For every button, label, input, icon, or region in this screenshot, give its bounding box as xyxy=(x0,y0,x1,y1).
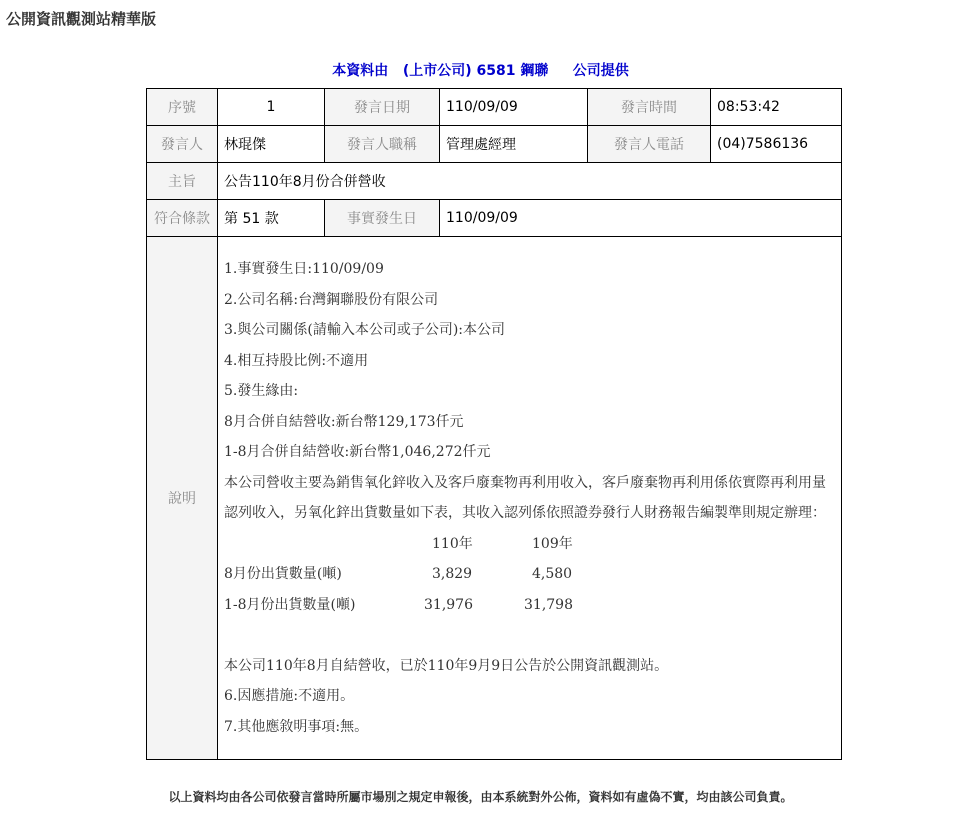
seq-label: 序號 xyxy=(147,89,218,126)
provider-header xyxy=(0,60,961,80)
table-row xyxy=(147,89,842,126)
desc-line-1: 1.事實發生日:110/09/09 xyxy=(224,261,384,277)
header-market: (上市公司) xyxy=(402,63,472,79)
speaker-title-value: 管理處經理 xyxy=(440,126,588,163)
disclaimer-footer: 以上資料均由各公司依發言當時所屬市場別之規定申報後，由本系統對外公佈，資料如有虛偽不實，均由該公司負責。 xyxy=(168,790,793,804)
header-prefix: 本資料由 xyxy=(332,63,389,79)
table-row xyxy=(147,163,842,200)
time-value: 08:53:42 xyxy=(711,89,842,126)
date-value: 110/09/09 xyxy=(440,89,588,126)
subject-value: 公告110年8月份合併營收 xyxy=(218,163,842,200)
desc-line-4: 4.相互持股比例:不適用 xyxy=(224,352,369,369)
subject-label: 主旨 xyxy=(147,163,218,200)
qty-header-110: 110年 xyxy=(432,535,473,552)
date-label: 發言日期 xyxy=(325,89,440,126)
clause-label: 符合條款 xyxy=(147,200,218,237)
desc-line-5: 5.發生緣由: xyxy=(224,383,299,399)
announcement-table xyxy=(146,88,842,760)
header-company: 鋼聯 xyxy=(520,63,549,79)
qty-row-aug-109: 4,580 xyxy=(532,566,573,582)
table-row xyxy=(147,126,842,163)
desc-blank-line xyxy=(224,620,835,651)
desc-measures: 6.因應措施:不適用。 xyxy=(224,688,355,704)
desc-line-2: 2.公司名稱:台灣鋼聯股份有限公司 xyxy=(224,291,439,308)
table-row xyxy=(147,200,842,237)
desc-other: 7.其他應敘明事項:無。 xyxy=(224,718,369,735)
qty-row-aug xyxy=(224,559,835,590)
speaker-phone-value: (04)7586136 xyxy=(711,126,842,163)
event-date-value: 110/09/09 xyxy=(440,200,842,237)
qty-row-ytd-label: 1-8月份出貨數量(噸) xyxy=(224,596,356,613)
qty-row-ytd-110: 31,976 xyxy=(424,596,473,613)
qty-header-row xyxy=(224,529,835,560)
qty-header-109: 109年 xyxy=(532,535,573,552)
seq-value: 1 xyxy=(218,89,325,126)
speaker-phone-label: 發言人電話 xyxy=(588,126,711,163)
header-suffix: 公司提供 xyxy=(572,63,629,79)
speaker-label: 發言人 xyxy=(147,126,218,163)
description-content xyxy=(218,237,842,760)
desc-line-7: 1-8月合併自結營收:新台幣1,046,272仟元 xyxy=(224,444,491,460)
speaker-value: 林琨傑 xyxy=(218,126,325,163)
qty-row-aug-label: 8月份出貨數量(噸) xyxy=(224,566,342,582)
qty-row-ytd-109: 31,798 xyxy=(524,596,573,613)
qty-row-aug-110: 3,829 xyxy=(432,566,473,582)
time-label: 發言時間 xyxy=(588,89,711,126)
header-code: 6581 xyxy=(476,63,516,79)
table-row xyxy=(147,237,842,760)
desc-announce: 本公司110年8月自結營收，已於110年9月9日公告於公開資訊觀測站。 xyxy=(224,657,669,674)
event-date-label: 事實發生日 xyxy=(325,200,440,237)
speaker-title-label: 發言人職稱 xyxy=(325,126,440,163)
description-label: 說明 xyxy=(147,237,218,760)
desc-line-3: 3.與公司關係(請輸入本公司或子公司):本公司 xyxy=(224,322,505,338)
desc-line-6: 8月合併自結營收:新台幣129,173仟元 xyxy=(224,413,464,430)
site-title: 公開資訊觀測站精華版 xyxy=(6,10,157,28)
desc-paragraph: 本公司營收主要為銷售氧化鋅收入及客戶廢棄物再利用收入，客戶廢棄物再利用係依實際再利用量認列收入，另氧化鋅出貨數量如下表，其收入認列係依照證券發行人財務報告編製準則規定辦理： xyxy=(224,474,826,521)
qty-row-ytd xyxy=(224,590,835,621)
clause-value: 第 51 款 xyxy=(218,200,325,237)
